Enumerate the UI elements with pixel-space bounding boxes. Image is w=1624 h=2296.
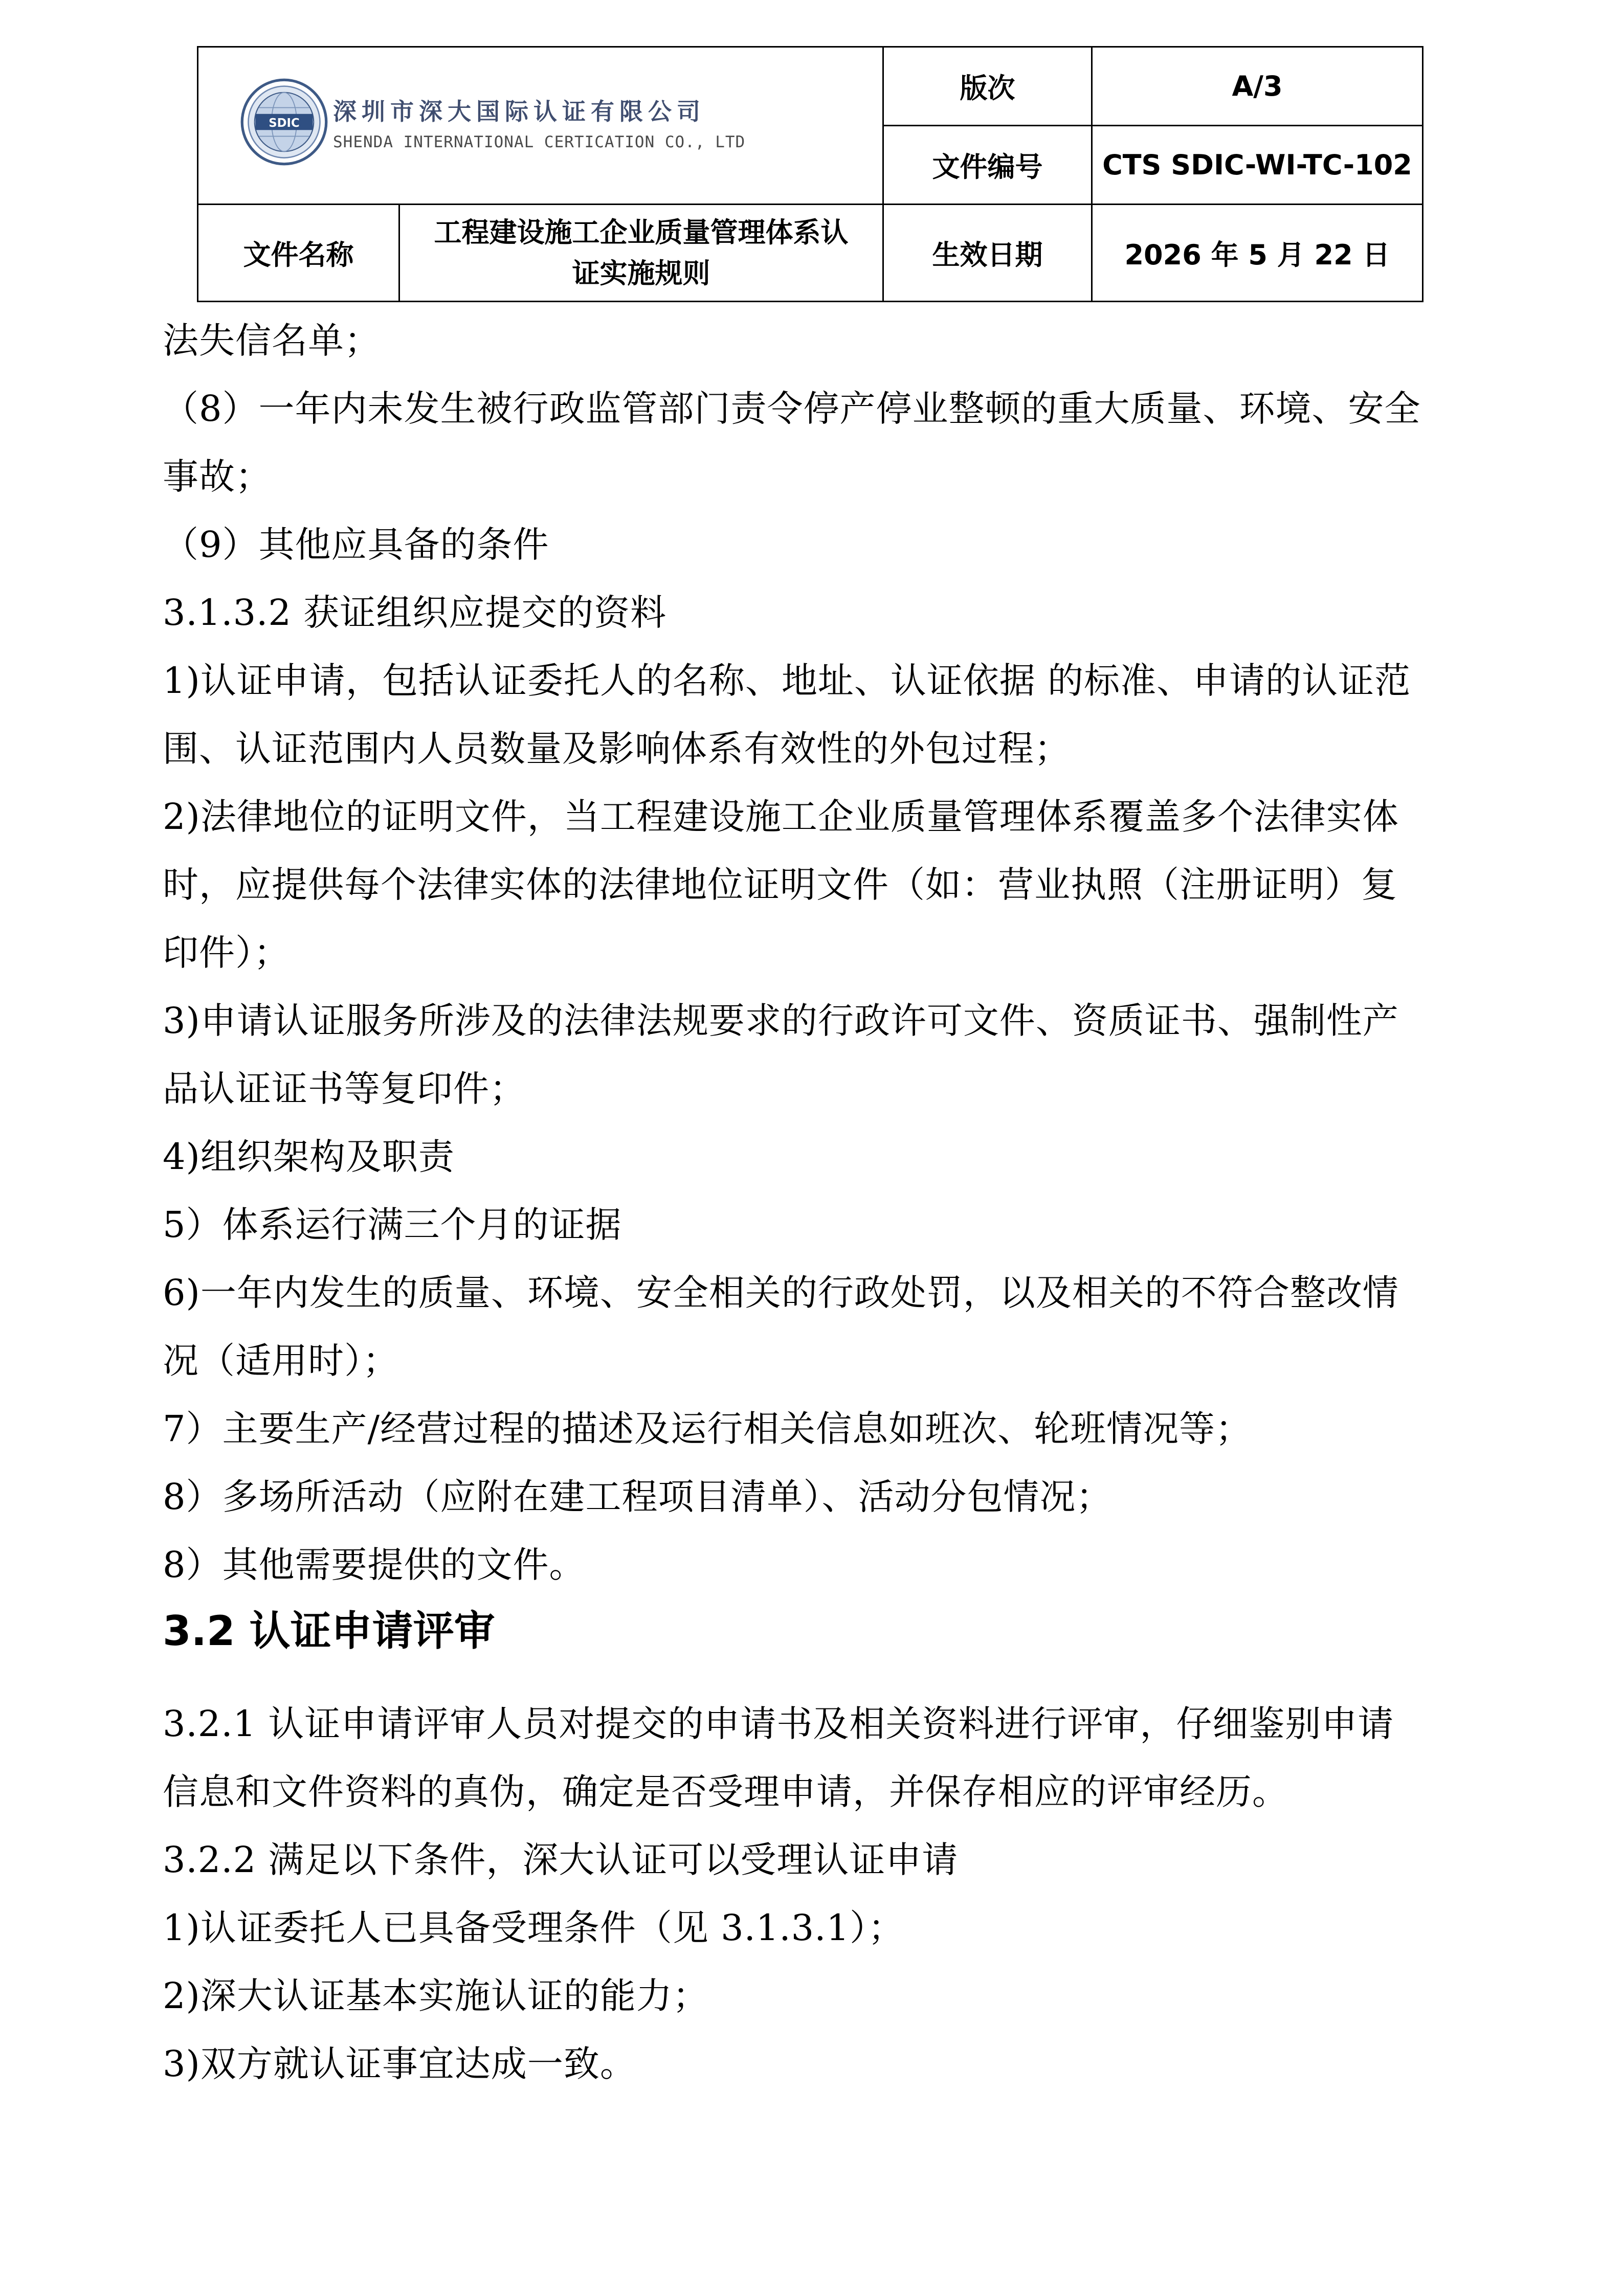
doc-number-label: 文件编号 — [883, 126, 1092, 205]
body-line: 3)申请认证服务所涉及的法律法规要求的行政许可文件、资质证书、强制性产 — [163, 1000, 1399, 1042]
company-name-cn: 深圳市深大国际认证有限公司 — [333, 97, 705, 125]
doc-name-value: 工程建设施工企业质量管理体系认证实施规则 — [399, 205, 883, 302]
body-line: 事故； — [163, 456, 272, 498]
body-line: 8）其他需要提供的文件。 — [163, 1544, 586, 1586]
company-logo — [239, 77, 745, 167]
body-line: 3.2.2 满足以下条件，深大认证可以受理认证申请 — [163, 1839, 959, 1881]
effective-date-value: 2026 年 5 月 22 日 — [1092, 205, 1423, 302]
body-line: 7）主要生产/经营过程的描述及运行相关信息如班次、轮班情况等； — [163, 1408, 1252, 1450]
body-line: 3)双方就认证事宜达成一致。 — [163, 2043, 636, 2085]
doc-name-label: 文件名称 — [198, 205, 399, 302]
company-logo-cell — [198, 47, 883, 205]
body-line: 品认证证书等复印件； — [163, 1068, 526, 1110]
body-line: 4)组织架构及职责 — [163, 1136, 455, 1178]
document-header-table — [197, 46, 1423, 302]
edition-value: A/3 — [1092, 47, 1423, 126]
sdic-globe-icon — [239, 77, 329, 167]
body-line: 况（适用时）； — [163, 1340, 399, 1382]
doc-number-value: CTS SDIC-WI-TC-102 — [1092, 126, 1423, 205]
body-line: 围、认证范围内人员数量及影响体系有效性的外包过程； — [163, 728, 1071, 770]
company-name-en: SHENDA INTERNATIONAL CERTICATION CO., LTD — [333, 132, 746, 151]
body-line: （8）一年内未发生被行政监管部门责令停产停业整顿的重大质量、环境、安全 — [163, 388, 1421, 430]
body-line: 法失信名单； — [163, 320, 381, 362]
body-line: 印件）； — [163, 932, 290, 974]
body-line: 3.2.1 认证申请评审人员对提交的申请书及相关资料进行评审，仔细鉴别申请 — [163, 1703, 1394, 1745]
body-line: 3.1.3.2 获证组织应提交的资料 — [163, 592, 667, 634]
body-line: 时，应提供每个法律实体的法律地位证明文件（如：营业执照（注册证明）复 — [163, 864, 1397, 906]
body-line: 2)深大认证基本实施认证的能力； — [163, 1975, 709, 2017]
body-line: 6)一年内发生的质量、环境、安全相关的行政处罚，以及相关的不符合整改情 — [163, 1272, 1399, 1314]
body-line: 1)认证申请，包括认证委托人的名称、地址、认证依据 的标准、申请的认证范 — [163, 660, 1411, 702]
body-line: 信息和文件资料的真伪，确定是否受理申请，并保存相应的评审经历。 — [163, 1771, 1288, 1813]
body-line: 2)法律地位的证明文件，当工程建设施工企业质量管理体系覆盖多个法律实体 — [163, 796, 1399, 838]
application-review-list — [163, 1690, 1482, 2098]
svg-text:SDIC: SDIC — [269, 117, 300, 130]
requirements-list — [163, 307, 1482, 1599]
edition-label: 版次 — [883, 47, 1092, 126]
effective-date-label: 生效日期 — [883, 205, 1092, 302]
body-line: 1)认证委托人已具备受理条件（见 3.1.3.1）； — [163, 1907, 904, 1949]
body-line: 8）多场所活动（应附在建工程项目清单）、活动分包情况； — [163, 1476, 1113, 1518]
company-name-block — [333, 93, 745, 151]
body-line: （9）其他应具备的条件 — [163, 524, 549, 566]
document-body — [163, 307, 1482, 2098]
section-heading: 3.2 认证申请评审 — [163, 1607, 495, 1655]
body-line: 5）体系运行满三个月的证据 — [163, 1204, 622, 1246]
